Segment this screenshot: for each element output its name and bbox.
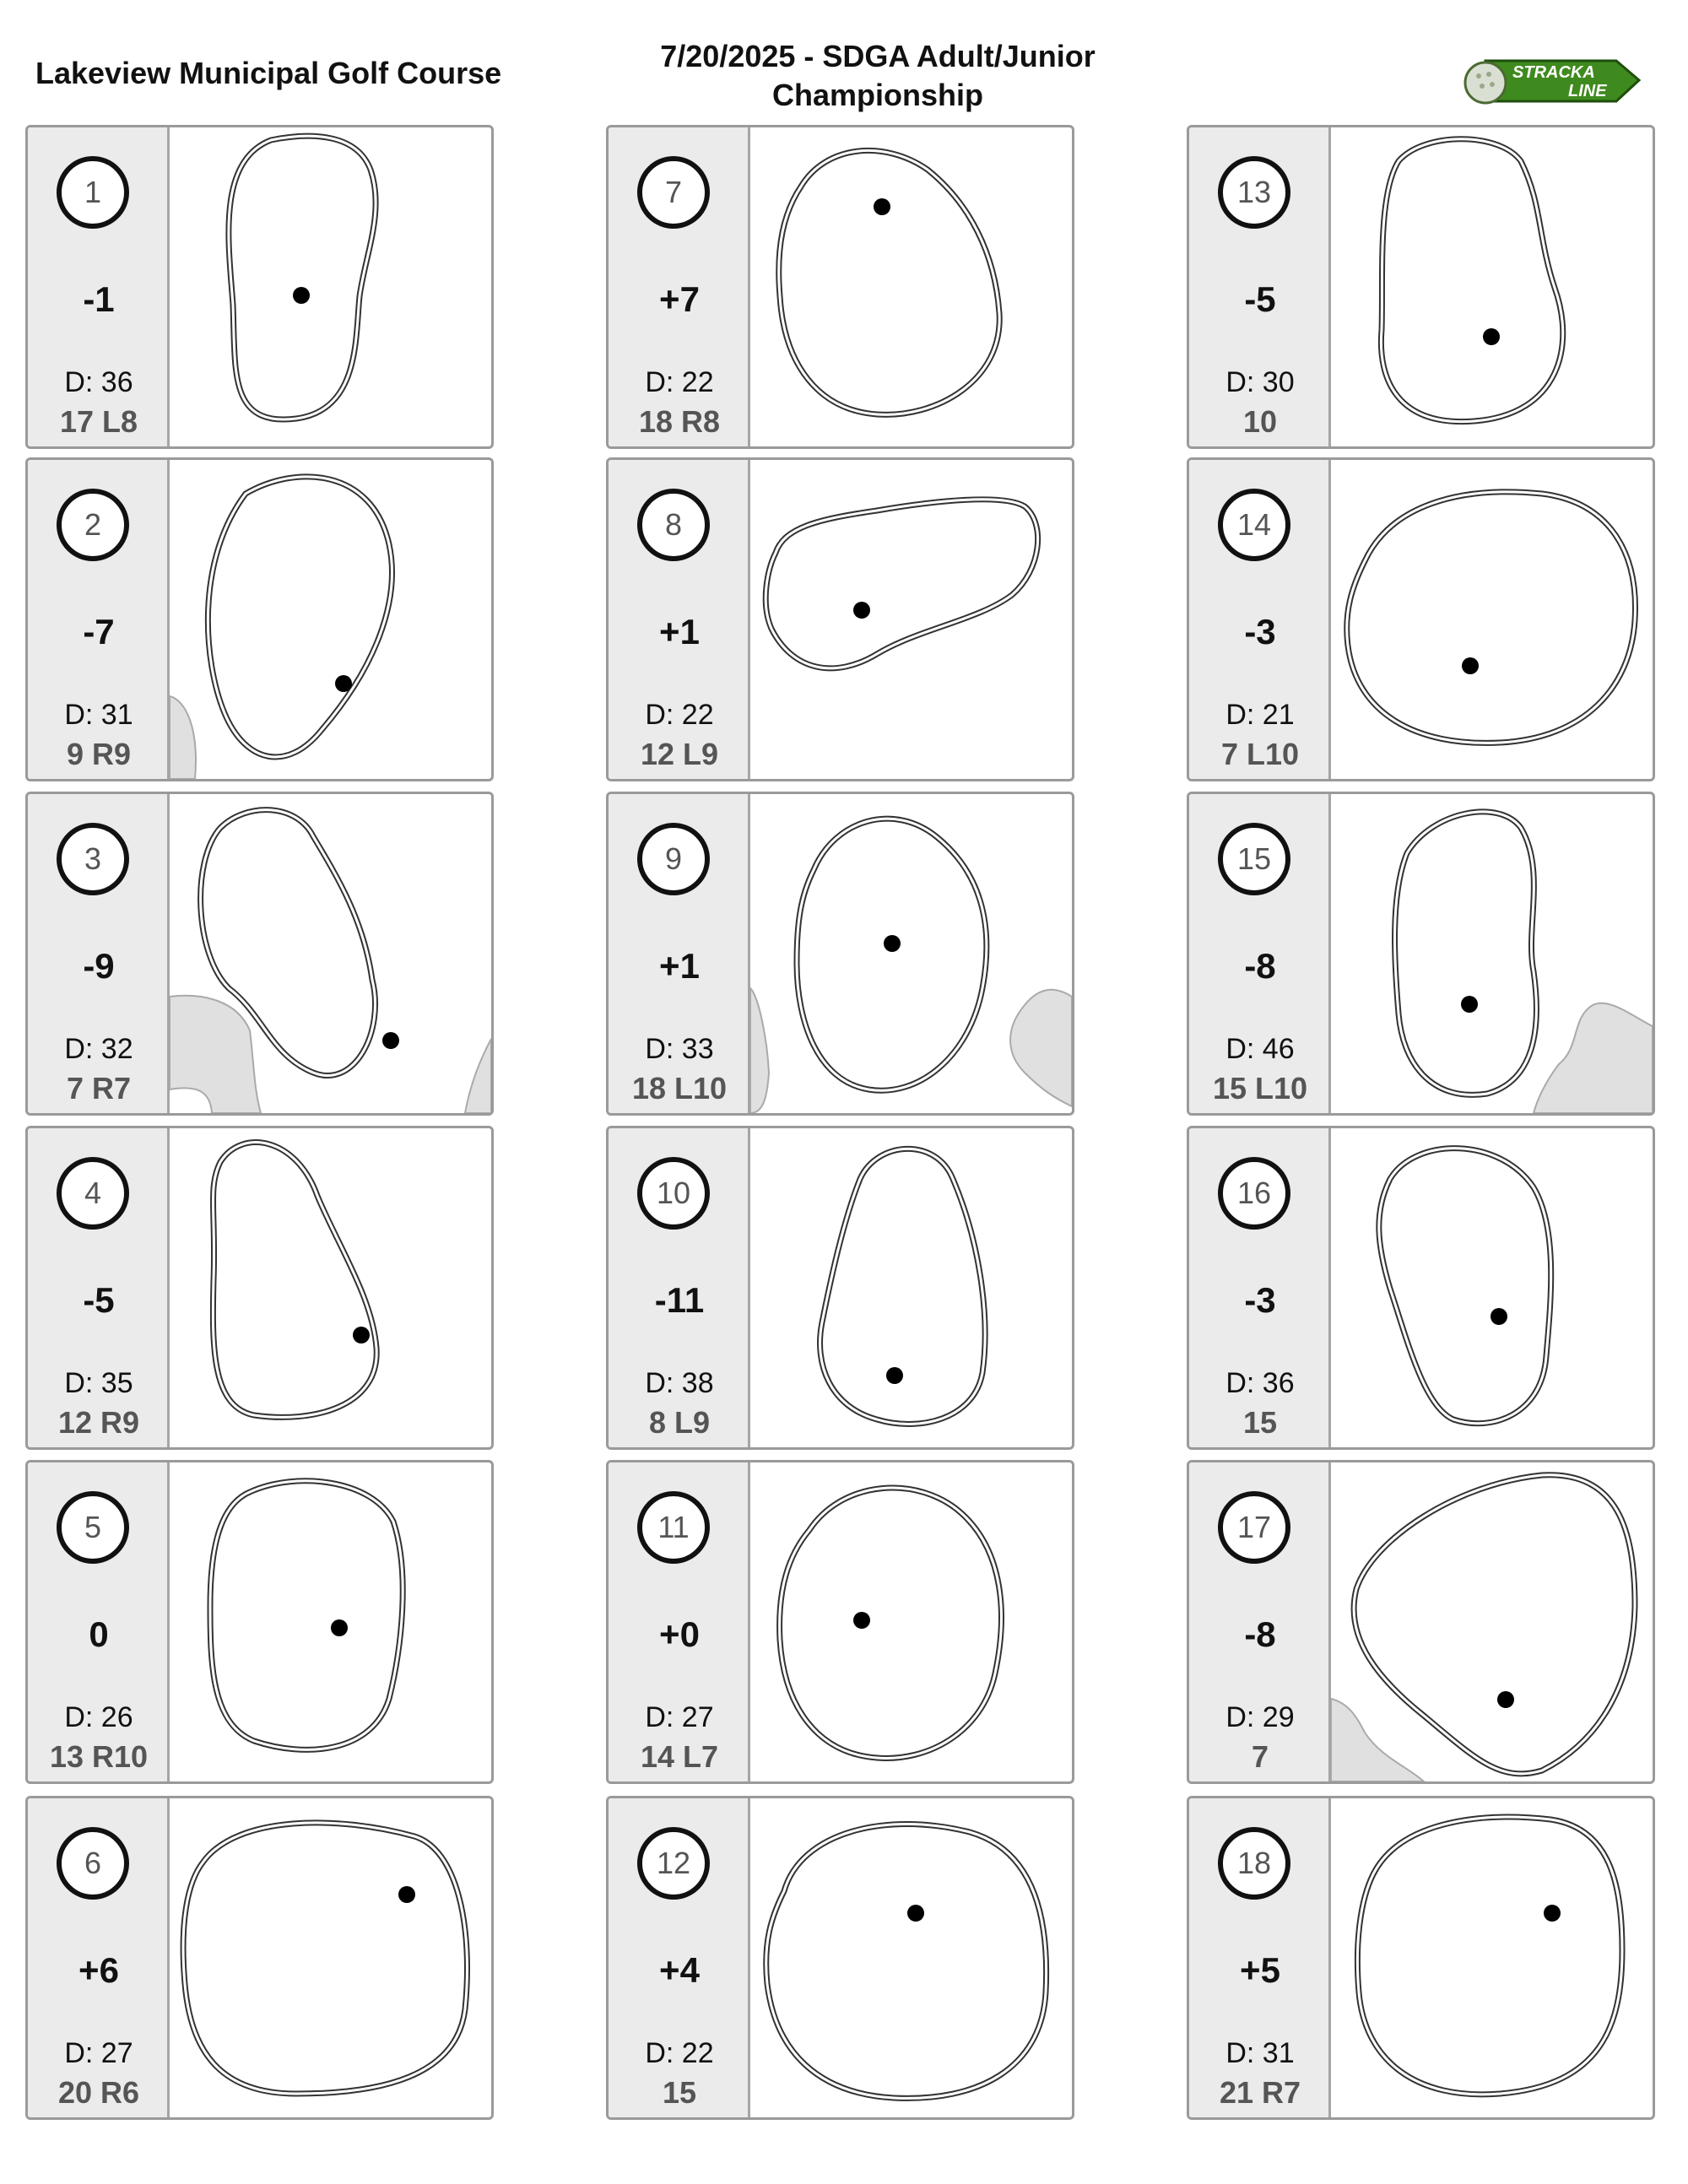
- green-diagram: [170, 1462, 491, 1781]
- green-outline: [183, 1823, 467, 2094]
- hole-number: 15: [1218, 823, 1290, 895]
- hole-number: 3: [57, 823, 129, 895]
- green-outline: [1395, 812, 1537, 1095]
- hole-number: 12: [637, 1827, 710, 1900]
- hazard-area: [170, 696, 196, 779]
- hazard-area: [1534, 1003, 1653, 1113]
- golf-ball-icon: [1465, 62, 1506, 103]
- pin-marker: [886, 1367, 903, 1384]
- green-diagram: [750, 1462, 1072, 1781]
- hole-info-panel: [28, 460, 170, 779]
- green-outline: [820, 1149, 986, 1424]
- hole-distance: D: 22: [645, 699, 714, 731]
- green-diagram: [1331, 794, 1653, 1113]
- hole-info-panel: [609, 127, 750, 446]
- hole-number: 13: [1218, 156, 1290, 229]
- hole-score: 0: [89, 1614, 109, 1654]
- hole-distance: D: 33: [645, 1033, 714, 1065]
- pin-position: 7 L10: [1220, 737, 1300, 771]
- green-outline: [1357, 1817, 1622, 2095]
- hole-number: 5: [57, 1491, 129, 1564]
- green-diagram: [170, 1798, 491, 2117]
- green-outline: [779, 150, 999, 414]
- pin-marker: [1491, 1308, 1507, 1325]
- pin-marker: [1461, 996, 1478, 1013]
- hole-info-panel: [609, 794, 750, 1113]
- hole-info-panel: [28, 1798, 170, 2117]
- green-diagram: [1331, 127, 1653, 446]
- hole-number: 11: [637, 1491, 710, 1564]
- pin-position: 8 L9: [648, 1405, 711, 1440]
- pin-position: 13 R10: [49, 1739, 149, 1774]
- pin-marker: [398, 1886, 415, 1903]
- hole-score: -5: [1244, 279, 1276, 319]
- hole-card-17: [1187, 1460, 1655, 1784]
- pin-position: 15: [662, 2075, 697, 2110]
- hole-score: -3: [1244, 1280, 1276, 1320]
- hole-info-panel: [28, 127, 170, 446]
- pin-position: 10: [1242, 404, 1278, 439]
- hole-distance: D: 27: [64, 2037, 133, 2069]
- green-outline: [766, 1825, 1047, 2099]
- hole-number: 4: [57, 1157, 129, 1230]
- hole-score: +0: [659, 1614, 700, 1654]
- hole-info-panel: [1189, 1798, 1331, 2117]
- pin-marker: [331, 1619, 348, 1636]
- hole-score: -3: [1244, 612, 1276, 651]
- hole-info-panel: [609, 1462, 750, 1781]
- hole-score: -8: [1244, 1614, 1276, 1654]
- hole-number: 2: [57, 489, 129, 561]
- pin-position: 12 R9: [57, 1405, 140, 1440]
- green-diagram: [750, 127, 1072, 446]
- green-outline: [1381, 139, 1562, 422]
- green-diagram: [750, 1128, 1072, 1447]
- hole-card-14: [1187, 457, 1655, 781]
- hole-card-2: [25, 457, 494, 781]
- hole-info-panel: [28, 794, 170, 1113]
- event-title-line-2: Championship: [772, 78, 983, 112]
- hole-number: 1: [57, 156, 129, 229]
- hole-distance: D: 27: [645, 1701, 714, 1733]
- green-diagram: [750, 460, 1072, 779]
- hole-score: +7: [659, 279, 700, 319]
- green-outline: [1347, 492, 1636, 743]
- pin-position: 18 L10: [631, 1071, 728, 1106]
- hole-score: +6: [78, 1950, 119, 1990]
- event-title-line-1: 7/20/2025 - SDGA Adult/Junior: [660, 39, 1096, 73]
- pin-position: 17 L8: [59, 404, 138, 439]
- hole-card-6: [25, 1796, 494, 2120]
- green-outline: [208, 477, 392, 757]
- hole-info-panel: [1189, 1462, 1331, 1781]
- hole-card-10: [606, 1126, 1074, 1450]
- hole-card-18: [1187, 1796, 1655, 2120]
- stracka-line-logo: [1460, 51, 1646, 110]
- hole-info-panel: [28, 1128, 170, 1447]
- hole-info-panel: [28, 1462, 170, 1781]
- hole-card-5: [25, 1460, 494, 1784]
- hole-distance: D: 22: [645, 2037, 714, 2069]
- hole-number: 7: [637, 156, 710, 229]
- green-diagram: [1331, 460, 1653, 779]
- pin-position: 9 R9: [66, 737, 132, 771]
- svg-text:LINE: LINE: [1568, 82, 1607, 100]
- pin-marker: [1462, 657, 1479, 674]
- pin-marker: [853, 602, 870, 619]
- hole-card-13: [1187, 125, 1655, 449]
- green-diagram: [170, 794, 491, 1113]
- hole-score: -1: [83, 279, 115, 319]
- hole-distance: D: 38: [645, 1367, 714, 1399]
- hole-card-1: [25, 125, 494, 449]
- pin-marker: [1483, 328, 1500, 345]
- pin-position: 20 R6: [57, 2075, 140, 2110]
- pin-position: 15 L10: [1212, 1071, 1308, 1106]
- hole-info-panel: [1189, 460, 1331, 779]
- hole-card-9: [606, 792, 1074, 1116]
- hole-info-panel: [609, 460, 750, 779]
- hole-number: 6: [57, 1827, 129, 1900]
- hole-score: -8: [1244, 946, 1276, 986]
- pin-marker: [1544, 1905, 1561, 1922]
- hole-score: -5: [83, 1280, 115, 1320]
- green-diagram: [1331, 1462, 1653, 1781]
- hole-card-4: [25, 1126, 494, 1450]
- hole-distance: D: 26: [64, 1701, 133, 1733]
- hole-distance: D: 32: [64, 1033, 133, 1065]
- pin-position: 7 R7: [66, 1071, 132, 1106]
- pin-position: 14 L7: [640, 1739, 719, 1774]
- hole-distance: D: 36: [64, 366, 133, 398]
- hazard-area: [750, 988, 769, 1113]
- hole-card-11: [606, 1460, 1074, 1784]
- green-diagram: [750, 1798, 1072, 2117]
- hole-info-panel: [1189, 794, 1331, 1113]
- pin-position: 12 L9: [640, 737, 719, 771]
- pin-marker: [382, 1032, 399, 1049]
- event-title: [591, 37, 1165, 115]
- hole-distance: D: 35: [64, 1367, 133, 1399]
- hazard-area: [170, 996, 261, 1113]
- hazard-area: [465, 1039, 491, 1113]
- green-outline: [213, 1143, 376, 1418]
- hole-card-8: [606, 457, 1074, 781]
- hole-card-12: [606, 1796, 1074, 2120]
- pin-marker: [853, 1612, 870, 1629]
- hole-number: 9: [637, 823, 710, 895]
- green-diagram: [1331, 1798, 1653, 2117]
- pin-position: 18 R8: [638, 404, 721, 439]
- hole-number: 10: [637, 1157, 710, 1230]
- pin-marker: [884, 935, 901, 952]
- green-outline: [210, 1481, 403, 1750]
- hole-info-panel: [1189, 1128, 1331, 1447]
- hazard-area: [1010, 990, 1072, 1106]
- pin-marker: [1497, 1691, 1514, 1708]
- hole-number: 18: [1218, 1827, 1290, 1900]
- green-outline: [1379, 1149, 1551, 1424]
- pin-marker: [907, 1905, 924, 1922]
- green-outline: [780, 1488, 1002, 1758]
- pin-marker: [874, 198, 890, 215]
- green-diagram: [170, 127, 491, 446]
- hole-score: +4: [659, 1950, 700, 1990]
- hole-score: +1: [659, 612, 700, 651]
- pin-position: 15: [1242, 1405, 1278, 1440]
- hole-info-panel: [609, 1128, 750, 1447]
- hole-distance: D: 22: [645, 366, 714, 398]
- green-outline: [229, 136, 376, 419]
- hazard-area: [1331, 1699, 1424, 1781]
- hole-number: 8: [637, 489, 710, 561]
- pin-marker: [293, 287, 310, 304]
- hole-info-panel: [1189, 127, 1331, 446]
- hole-score: -7: [83, 612, 115, 651]
- hole-distance: D: 36: [1225, 1367, 1295, 1399]
- green-diagram: [170, 460, 491, 779]
- hole-distance: D: 31: [64, 699, 133, 731]
- hole-card-7: [606, 125, 1074, 449]
- hole-card-3: [25, 792, 494, 1116]
- green-diagram: [1331, 1128, 1653, 1447]
- hole-distance: D: 31: [1225, 2037, 1295, 2069]
- hole-score: +5: [1240, 1950, 1280, 1990]
- green-diagram: [170, 1128, 491, 1447]
- hole-card-15: [1187, 792, 1655, 1116]
- hole-number: 17: [1218, 1491, 1290, 1564]
- pin-marker: [353, 1327, 370, 1343]
- hole-number: 14: [1218, 489, 1290, 561]
- hole-distance: D: 46: [1225, 1033, 1295, 1065]
- hole-number: 16: [1218, 1157, 1290, 1230]
- hole-card-16: [1187, 1126, 1655, 1450]
- hole-distance: D: 30: [1225, 366, 1295, 398]
- pin-marker: [335, 675, 352, 692]
- svg-text:STRACKA: STRACKA: [1512, 63, 1595, 82]
- pin-position: 7: [1251, 1739, 1269, 1774]
- hole-distance: D: 29: [1225, 1701, 1295, 1733]
- hole-score: -11: [654, 1280, 705, 1320]
- hole-score: -9: [83, 946, 115, 986]
- course-name: Lakeview Municipal Golf Course: [35, 56, 502, 90]
- pin-position: 21 R7: [1219, 2075, 1301, 2110]
- hole-distance: D: 21: [1225, 699, 1295, 731]
- hole-info-panel: [609, 1798, 750, 2117]
- hole-score: +1: [659, 946, 700, 986]
- green-diagram: [750, 794, 1072, 1113]
